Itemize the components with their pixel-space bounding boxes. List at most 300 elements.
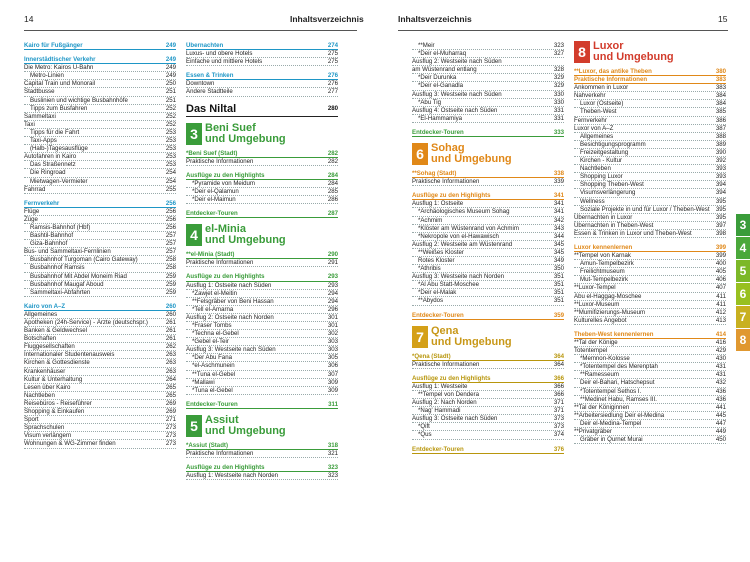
- toc-entry[interactable]: [412, 407, 564, 415]
- toc-entry-title: **Ramesseum: [580, 371, 619, 379]
- toc-entry-title: **Weißes Kloster: [418, 248, 464, 256]
- chapter-tab-5[interactable]: 5: [736, 260, 750, 282]
- toc-entry[interactable]: [574, 189, 726, 197]
- toc-entry[interactable]: [412, 297, 564, 305]
- toc-entry[interactable]: [24, 240, 176, 248]
- toc-entry-title: Abu el-Haggag-Moschee: [574, 292, 642, 300]
- toc-entry-title: Lesen über Kairo: [24, 383, 71, 391]
- toc-page-number: 251: [165, 88, 176, 96]
- toc-entry[interactable]: [574, 173, 726, 181]
- toc-entry[interactable]: [574, 198, 726, 206]
- toc-section-heading[interactable]: [412, 375, 564, 383]
- toc-entry[interactable]: [24, 424, 176, 432]
- toc-entry[interactable]: [24, 359, 176, 367]
- toc-entry-title: Praktische Informationen: [186, 450, 254, 457]
- toc-entry[interactable]: [186, 290, 338, 298]
- toc-page-number: 303: [327, 346, 338, 354]
- toc-page-number: 323: [327, 464, 338, 472]
- toc-entry-title: Buslinien und wichtige Busbahnhöfe: [30, 96, 128, 104]
- toc-entry[interactable]: [24, 311, 176, 319]
- section-title-niltal: Das Niltal 280: [186, 102, 338, 115]
- toc-entry[interactable]: [186, 371, 338, 379]
- toc-section-heading[interactable]: [186, 251, 338, 259]
- toc-page-number: 342: [553, 216, 564, 224]
- toc-page-number: 252: [165, 120, 176, 128]
- toc-entry[interactable]: [574, 181, 726, 189]
- toc-entry[interactable]: [186, 298, 338, 306]
- toc-entry[interactable]: [186, 306, 338, 314]
- toc-entry[interactable]: [412, 281, 564, 289]
- toc-entry[interactable]: [574, 339, 726, 347]
- toc-entry[interactable]: [574, 92, 726, 100]
- toc-entry[interactable]: [24, 281, 176, 289]
- toc-entry[interactable]: [574, 133, 726, 141]
- toc-entry[interactable]: [24, 432, 176, 440]
- toc-section-heading[interactable]: [186, 464, 338, 472]
- toc-entry[interactable]: [412, 249, 564, 257]
- toc-page-number: 349: [553, 256, 564, 264]
- toc-entry[interactable]: [412, 257, 564, 265]
- toc-entry[interactable]: [24, 416, 176, 424]
- toc-entry[interactable]: [574, 379, 726, 387]
- toc-entry[interactable]: [412, 431, 564, 439]
- toc-entry[interactable]: [24, 224, 176, 232]
- toc-entry-title: Fluggesellschaften: [24, 343, 75, 351]
- toc-entry[interactable]: [412, 289, 564, 297]
- toc-page-number: 323: [327, 472, 338, 480]
- toc-entry[interactable]: [24, 351, 176, 359]
- chapter-tab-8[interactable]: 8: [736, 329, 750, 351]
- toc-entry[interactable]: [574, 117, 726, 125]
- toc-page-number: 307: [327, 370, 338, 378]
- toc-page-number: 392: [715, 157, 726, 165]
- toc-page-number: 449: [715, 428, 726, 436]
- toc-entry[interactable]: [412, 50, 564, 58]
- toc-section-heading[interactable]: [412, 170, 564, 178]
- toc-entry[interactable]: [574, 230, 726, 238]
- toc-entry-title: Praktische Informationen: [186, 157, 254, 165]
- toc-entry[interactable]: [574, 84, 726, 92]
- toc-entry[interactable]: [24, 145, 176, 153]
- toc-entry[interactable]: [412, 91, 564, 99]
- toc-entry-title: **Felsgräber von Beni Hassan: [192, 297, 274, 305]
- toc-section-heading[interactable]: [574, 76, 726, 84]
- toc-entry-title: Busbahnhof Maugaf Aboud: [30, 280, 104, 288]
- toc-entry-title: *Totentempel des Merenptah: [580, 363, 658, 371]
- chapter-6-heading: 6 Sohag und Umgebung: [412, 140, 564, 168]
- toc-page-number: 258: [165, 264, 176, 272]
- toc-entry-title: Ausflug 1: Westseite: [412, 382, 468, 390]
- toc-section-heading[interactable]: [186, 172, 338, 180]
- toc-entry-title: Ramsis-Bahnhof (Hbf): [30, 223, 91, 231]
- toc-entry[interactable]: [412, 265, 564, 273]
- toc-entry[interactable]: [412, 233, 564, 241]
- toc-entry[interactable]: [574, 141, 726, 149]
- toc-entry-title: Allgemeines: [24, 310, 58, 318]
- toc-entry-title: *Techna el-Gebel: [192, 330, 239, 338]
- toc-section-heading[interactable]: [24, 42, 176, 50]
- toc-page-number: 338: [553, 170, 564, 178]
- toc-section-heading[interactable]: [412, 129, 564, 137]
- toc-entry[interactable]: [24, 153, 176, 161]
- toc-page-number: 252: [165, 104, 176, 112]
- toc-entry-title: Shopping & Einkaufen: [24, 408, 85, 416]
- toc-entry[interactable]: [24, 232, 176, 240]
- toc-entry[interactable]: [412, 99, 564, 107]
- toc-entry-title: *Al Abu Statt-Moschee: [418, 281, 479, 289]
- toc-entry-title: *Mallawi: [192, 378, 215, 386]
- toc-entry[interactable]: [574, 276, 726, 284]
- toc-entry[interactable]: [24, 105, 176, 113]
- toc-entry-title: Fahrrad: [24, 185, 46, 193]
- toc-page-number: 282: [327, 149, 338, 157]
- toc-column-3: [412, 42, 564, 454]
- toc-page-number: 343: [553, 224, 564, 232]
- toc-section-heading[interactable]: [412, 353, 564, 361]
- toc-entry[interactable]: [574, 206, 726, 214]
- toc-page-number: 380: [715, 68, 726, 75]
- toc-entry-title: Essen & Trinken: [186, 72, 234, 80]
- toc-page-number: 374: [553, 431, 564, 439]
- toc-entry[interactable]: [412, 361, 564, 369]
- toc-section-heading[interactable]: [186, 150, 338, 158]
- toc-entry[interactable]: [574, 309, 726, 317]
- toc-section-heading[interactable]: [574, 331, 726, 339]
- toc-entry[interactable]: [412, 225, 564, 233]
- toc-page-number: 330: [553, 90, 564, 98]
- toc-page-number: 309: [327, 378, 338, 386]
- chapter-tab-3[interactable]: 3: [736, 214, 750, 236]
- toc-entry-title: *Gebel el-Teir: [192, 338, 229, 346]
- toc-page-number: 261: [165, 319, 176, 326]
- chapter-tab-4[interactable]: 4: [736, 237, 750, 259]
- toc-entry[interactable]: [186, 58, 338, 66]
- toc-page-number: 411: [716, 300, 726, 308]
- toc-entry[interactable]: [24, 273, 176, 281]
- toc-entry-title: *Deir el-Malak: [418, 289, 457, 297]
- toc-entry[interactable]: [574, 149, 726, 157]
- toc-entry[interactable]: [574, 371, 726, 379]
- toc-section-heading[interactable]: [186, 401, 338, 409]
- toc-entry[interactable]: [412, 415, 564, 423]
- toc-entry[interactable]: [24, 80, 176, 88]
- toc-entry[interactable]: [186, 80, 338, 88]
- toc-page-number: 411: [716, 292, 726, 300]
- toc-entry[interactable]: [412, 115, 564, 123]
- toc-entry[interactable]: [24, 335, 176, 343]
- toc-entry[interactable]: [24, 343, 176, 351]
- toc-section-heading[interactable]: [412, 446, 564, 454]
- toc-entry[interactable]: [574, 268, 726, 276]
- toc-entry-title: Wellness: [580, 197, 605, 205]
- toc-entry[interactable]: [574, 355, 726, 363]
- toc-entry-title: Visum verlängern: [24, 432, 72, 440]
- toc-entry[interactable]: [24, 400, 176, 408]
- toc-page-number: 366: [553, 382, 564, 390]
- toc-entry[interactable]: [24, 248, 176, 256]
- toc-entry[interactable]: [24, 88, 176, 96]
- toc-entry[interactable]: [412, 391, 564, 399]
- toc-entry-title: Krankenhäuser: [24, 367, 66, 375]
- toc-entry[interactable]: [574, 317, 726, 325]
- toc-entry[interactable]: [574, 165, 726, 173]
- toc-entry-title: Rotes Kloster: [418, 256, 455, 264]
- toc-entry[interactable]: [24, 161, 176, 169]
- toc-page-number: 373: [553, 415, 564, 423]
- toc-page-number: 328: [553, 66, 564, 74]
- toc-entry-title: Essen & Trinken in Luxor und Theben-West: [574, 229, 692, 237]
- toc-page-number: 253: [165, 145, 176, 153]
- toc-entry[interactable]: [24, 327, 176, 335]
- toc-section-heading[interactable]: [412, 192, 564, 200]
- toc-entry[interactable]: [24, 319, 176, 327]
- toc-entry[interactable]: [186, 354, 338, 362]
- toc-entry[interactable]: [574, 252, 726, 260]
- toc-entry[interactable]: [574, 284, 726, 292]
- toc-entry[interactable]: [412, 66, 564, 74]
- toc-page-number: 269: [165, 408, 176, 416]
- toc-entry-title: *El-Hammamiya: [418, 114, 463, 122]
- toc-entry-title: *Qus: [418, 431, 432, 439]
- toc-entry[interactable]: [574, 388, 726, 396]
- toc-page-number: 341: [553, 192, 564, 200]
- toc-page-number: 254: [165, 177, 176, 185]
- toc-entry-title: **Luxor-Museum: [574, 300, 620, 308]
- toc-entry-title: Downtown: [186, 80, 215, 88]
- toc-entry[interactable]: [412, 217, 564, 225]
- toc-entry[interactable]: [24, 72, 176, 80]
- toc-page-number: 345: [553, 248, 564, 256]
- toc-entry[interactable]: [24, 208, 176, 216]
- toc-page-number: 263: [165, 359, 176, 367]
- toc-entry-title: Ausflug 3: Westseite nach Süden: [186, 346, 276, 354]
- toc-page-number: 331: [553, 114, 564, 122]
- toc-entry[interactable]: [412, 107, 564, 115]
- toc-entry-title: *Deir el-Muharraq: [418, 50, 467, 58]
- toc-column-2: [186, 42, 338, 480]
- toc-entry-title: Praktische Informationen: [574, 76, 648, 84]
- toc-entry-title: *Beni Suef (Stadt): [186, 149, 238, 157]
- toc-entry[interactable]: [412, 241, 564, 249]
- toc-entry[interactable]: [24, 169, 176, 177]
- toc-page-number: 296: [327, 305, 338, 313]
- toc-page-number: 303: [327, 338, 338, 346]
- toc-entry[interactable]: [412, 82, 564, 90]
- toc-page-number: 262: [165, 343, 176, 351]
- toc-entry-title: Entdecker-Touren: [186, 210, 238, 218]
- toc-entry-title: Sprachschulen: [24, 424, 65, 432]
- toc-entry-title: Giza-Bahnhof: [30, 240, 68, 248]
- toc-entry-title: *Archäologisches Museum Sohag: [418, 208, 510, 216]
- toc-page-number: 256: [165, 207, 176, 215]
- toc-entry-title: Luxor kennenlernen: [574, 243, 633, 251]
- toc-entry[interactable]: [24, 121, 176, 129]
- toc-entry-title: Ausflug 2: Nach Norden: [412, 399, 477, 407]
- toc-page-number: 384: [715, 92, 726, 100]
- running-title-right: Inhaltsverzeichnis: [398, 14, 472, 24]
- toc-entry[interactable]: [24, 440, 176, 448]
- toc-entry[interactable]: [24, 64, 176, 72]
- toc-entry[interactable]: [186, 472, 338, 480]
- toc-entry[interactable]: [574, 125, 726, 133]
- toc-page-number: 327: [553, 50, 564, 58]
- toc-entry-title: Banken & Geldwechsel: [24, 327, 88, 335]
- toc-entry[interactable]: [412, 208, 564, 216]
- toc-entry[interactable]: [24, 256, 176, 264]
- toc-entry-title: **Sohag (Stadt): [412, 170, 457, 178]
- toc-entry-title: Totentempel: [574, 347, 608, 355]
- toc-page-number: 273: [165, 432, 176, 440]
- toc-section-heading[interactable]: [186, 273, 338, 281]
- toc-entry[interactable]: [574, 428, 726, 436]
- toc-page-number: 405: [715, 268, 726, 276]
- toc-page-number: 341: [553, 200, 564, 208]
- toc-entry[interactable]: [24, 384, 176, 392]
- toc-page-number: 393: [715, 173, 726, 181]
- toc-entry[interactable]: [24, 368, 176, 376]
- toc-entry[interactable]: [186, 196, 338, 204]
- toc-entry-title: Luxor (Ostseite): [580, 100, 624, 108]
- toc-entry[interactable]: [412, 383, 564, 391]
- toc-entry-title: Züge: [24, 215, 38, 223]
- toc-page-number: 416: [715, 339, 726, 346]
- toc-entry[interactable]: [24, 289, 176, 297]
- toc-entry[interactable]: [186, 338, 338, 346]
- toc-entry[interactable]: [412, 273, 564, 281]
- toc-entry[interactable]: [574, 108, 726, 116]
- toc-entry[interactable]: [574, 412, 726, 420]
- toc-section-heading[interactable]: [186, 442, 338, 450]
- toc-entry[interactable]: [186, 362, 338, 370]
- toc-entry[interactable]: [574, 157, 726, 165]
- toc-entry[interactable]: [412, 423, 564, 431]
- toc-entry[interactable]: [412, 178, 564, 186]
- toc-entry[interactable]: [412, 58, 564, 66]
- toc-entry[interactable]: [574, 301, 726, 309]
- toc-page-number: 384: [715, 100, 726, 108]
- toc-entry[interactable]: [574, 293, 726, 301]
- toc-entry[interactable]: [186, 180, 338, 188]
- toc-entry[interactable]: [186, 346, 338, 354]
- toc-entry[interactable]: [412, 200, 564, 208]
- toc-page-number: 390: [715, 148, 726, 156]
- toc-entry[interactable]: [186, 158, 338, 166]
- toc-entry[interactable]: [186, 387, 338, 395]
- toc-entry[interactable]: [186, 188, 338, 196]
- toc-entry[interactable]: [186, 322, 338, 330]
- toc-entry-title: Deir el-Medina-Tempel: [580, 419, 642, 427]
- toc-section-heading[interactable]: [186, 210, 338, 218]
- toc-entry[interactable]: [574, 436, 726, 444]
- toc-entry-title: Nachtleben: [24, 391, 55, 399]
- toc-entry[interactable]: [24, 97, 176, 105]
- chapter-tab-7[interactable]: 7: [736, 306, 750, 328]
- toc-entry-title: *Der Abu Fana: [192, 354, 232, 362]
- toc-entry-title: Reisebüros - Reiseführer: [24, 399, 92, 407]
- toc-entry-title: Praktische Informationen: [412, 360, 480, 368]
- toc-page-number: 277: [327, 88, 338, 96]
- toc-entry[interactable]: [24, 408, 176, 416]
- toc-entry[interactable]: [24, 137, 176, 145]
- toc-section-heading[interactable]: [412, 312, 564, 320]
- toc-entry-title: Soziale Projekte in und für Luxor / Theben-West: [580, 205, 710, 213]
- toc-page-number: 271: [165, 416, 176, 424]
- toc-entry[interactable]: [24, 178, 176, 186]
- toc-entry[interactable]: [574, 260, 726, 268]
- toc-entry[interactable]: [24, 392, 176, 400]
- toc-entry[interactable]: [186, 88, 338, 96]
- toc-entry-title: Metro-Linien: [30, 72, 64, 80]
- toc-entry[interactable]: [574, 363, 726, 371]
- toc-entry-title: Ausflüge zu den Highlights: [186, 464, 265, 472]
- toc-section-heading[interactable]: [24, 303, 176, 311]
- toc-entry[interactable]: [186, 282, 338, 290]
- toc-entry-title: Fernverkehr: [574, 116, 607, 124]
- toc-section-heading[interactable]: [186, 72, 338, 80]
- toc-entry[interactable]: [24, 113, 176, 121]
- toc-entry[interactable]: [24, 376, 176, 384]
- toc-page-number: 305: [327, 354, 338, 362]
- toc-page-number: 273: [165, 440, 176, 448]
- toc-section-heading[interactable]: [24, 200, 176, 208]
- toc-entry-title: Flüge: [24, 207, 40, 215]
- toc-entry-title: **Tal der Könige: [574, 339, 618, 346]
- toc-entry-title: Übernachten in Theben-West: [574, 221, 654, 229]
- toc-page-number: 431: [715, 363, 726, 371]
- toc-entry[interactable]: [186, 379, 338, 387]
- toc-page-number: 373: [553, 423, 564, 431]
- toc-entry-title: Wohnungen & WG-Zimmer finden: [24, 440, 116, 448]
- toc-section-heading[interactable]: [574, 244, 726, 252]
- toc-page-number: 265: [165, 383, 176, 391]
- toc-entry-title: Ausflüge zu den Highlights: [412, 374, 491, 382]
- toc-page-number: 450: [715, 436, 726, 444]
- toc-entry[interactable]: [412, 399, 564, 407]
- chapter-tab-6[interactable]: 6: [736, 283, 750, 305]
- toc-page-number: 400: [715, 260, 726, 268]
- toc-entry[interactable]: [574, 100, 726, 108]
- toc-entry[interactable]: [574, 420, 726, 428]
- toc-entry[interactable]: [574, 347, 726, 355]
- toc-entry[interactable]: [186, 330, 338, 338]
- toc-section-heading[interactable]: [186, 42, 338, 50]
- toc-entry[interactable]: [186, 450, 338, 458]
- toc-entry[interactable]: [24, 216, 176, 224]
- toc-section-heading[interactable]: [574, 68, 726, 76]
- toc-entry-title: Botschaften: [24, 335, 57, 343]
- toc-entry[interactable]: [186, 259, 338, 267]
- toc-entry-title: Ausflug 3: Westseite nach Süden: [412, 90, 502, 98]
- toc-section-heading[interactable]: [24, 56, 176, 64]
- toc-entry[interactable]: [574, 404, 726, 412]
- toc-entry[interactable]: [574, 222, 726, 230]
- toc-entry[interactable]: [24, 186, 176, 194]
- toc-entry[interactable]: [412, 42, 564, 50]
- toc-entry-title: Die Ringroad: [30, 169, 66, 177]
- toc-entry[interactable]: [24, 129, 176, 137]
- toc-entry[interactable]: [574, 396, 726, 404]
- toc-entry[interactable]: [412, 74, 564, 82]
- toc-entry[interactable]: [24, 264, 176, 272]
- toc-entry[interactable]: [574, 214, 726, 222]
- toc-entry[interactable]: [186, 50, 338, 58]
- toc-entry-title: Mietwagen-Vermieter: [30, 177, 88, 185]
- chapter-8-heading: 8 Luxor und Umgebung: [574, 38, 726, 66]
- toc-entry[interactable]: [186, 314, 338, 322]
- toc-entry-title: Ausflug 4: Ostseite nach Süden: [412, 106, 498, 114]
- toc-page-number: 389: [715, 140, 726, 148]
- toc-page-number: 445: [715, 411, 726, 419]
